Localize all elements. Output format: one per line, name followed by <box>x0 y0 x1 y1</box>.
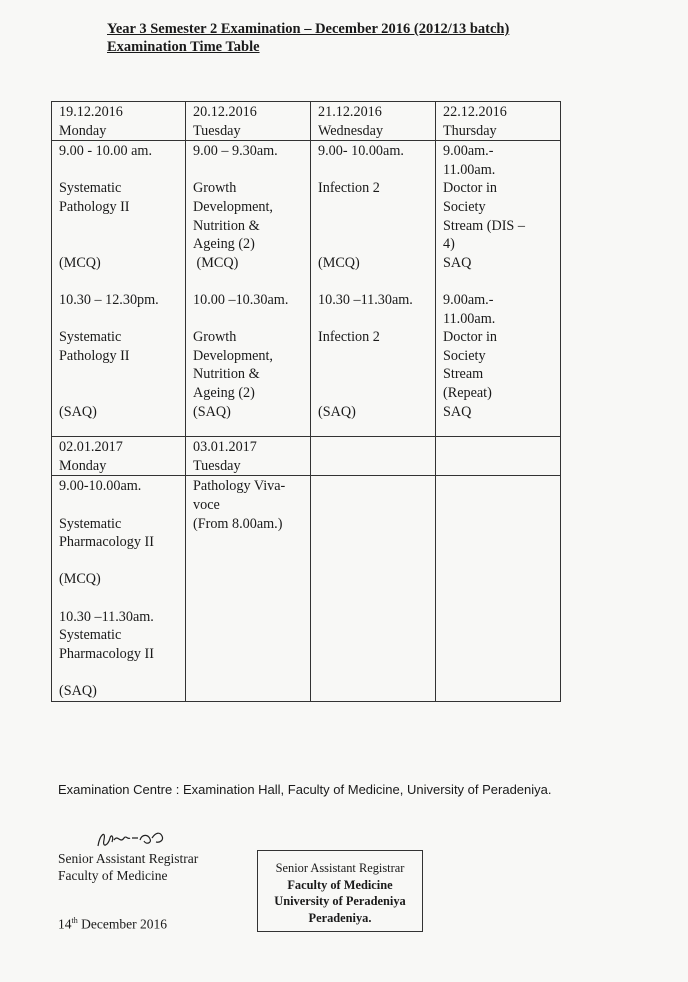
examination-centre: Examination Centre : Examination Hall, Faculty of Medicine, University of Peradeniya. <box>58 782 552 797</box>
day-date: 20.12.2016 <box>193 104 257 120</box>
cell-text: Pharmacology II <box>59 534 154 551</box>
office-stamp <box>257 850 423 932</box>
day-header-empty <box>436 437 561 476</box>
cell-text: 9.00-10.00am. <box>59 478 142 495</box>
signer-title: Senior Assistant Registrar <box>58 851 199 866</box>
cell-spacer <box>59 663 179 682</box>
day-weekday: Thursday <box>443 122 497 139</box>
cell-text: (SAQ) <box>59 403 97 420</box>
cell-text: voce <box>193 496 220 513</box>
cell-spacer <box>318 198 429 217</box>
schedule-cell <box>52 476 186 701</box>
cell-spacer <box>59 272 179 291</box>
cell-spacer <box>59 552 179 571</box>
cell-spacer <box>318 235 429 254</box>
cell-text: Doctor in <box>443 180 497 197</box>
cell-spacer <box>59 235 179 254</box>
cell-spacer <box>59 161 179 180</box>
day-header <box>186 437 311 476</box>
cell-spacer <box>318 384 429 403</box>
day-date: 02.01.2017 <box>59 439 123 456</box>
date-month-year: December 2016 <box>77 916 167 932</box>
cell-spacer <box>193 161 304 180</box>
cell-text: 9.00 – 9.30am. <box>193 143 278 160</box>
cell-text: (MCQ) <box>193 254 239 271</box>
cell-text: (Repeat) <box>443 384 492 401</box>
cell-spacer <box>59 310 179 329</box>
schedule-cell <box>186 141 311 437</box>
cell-text: Development, <box>193 198 273 215</box>
cell-text: 4) <box>443 236 455 253</box>
week1-schedule-row <box>52 141 561 437</box>
cell-text: Stream <box>443 366 484 383</box>
schedule-cell <box>311 476 436 701</box>
cell-text: Nutrition & <box>193 366 260 383</box>
cell-spacer <box>318 272 429 291</box>
stamp-line: Faculty of Medicine <box>287 877 393 892</box>
cell-text: 10.30 – 12.30pm. <box>59 291 159 308</box>
cell-text: Pathology Viva- <box>193 478 286 495</box>
page-title: Year 3 Semester 2 Examination – December 2016 (2012/13 batch) <box>107 21 510 37</box>
cell-text: 9.00 - 10.00 am. <box>59 143 152 160</box>
cell-text: Systematic <box>59 627 122 644</box>
day-weekday: Monday <box>59 457 107 474</box>
cell-text: Ageing (2) <box>193 236 255 253</box>
cell-spacer <box>59 217 179 236</box>
cell-text: (From 8.00am.) <box>193 515 283 532</box>
day-weekday: Tuesday <box>193 122 241 139</box>
cell-spacer <box>193 310 304 329</box>
week1-date-row <box>52 102 561 141</box>
signer-faculty: Faculty of Medicine <box>58 868 168 883</box>
cell-spacer <box>318 217 429 236</box>
cell-text: 10.30 –11.30am. <box>59 608 154 625</box>
day-header <box>186 102 311 141</box>
cell-text: 11.00am. <box>443 310 496 327</box>
cell-spacer <box>318 161 429 180</box>
cell-spacer <box>59 589 179 608</box>
cell-text: (SAQ) <box>318 403 356 420</box>
cell-spacer <box>193 272 304 291</box>
cell-spacer <box>443 272 554 291</box>
cell-text: Growth <box>193 180 237 197</box>
day-date: 22.12.2016 <box>443 104 507 120</box>
week2-date-row <box>52 437 561 476</box>
cell-text: SAQ <box>443 403 472 420</box>
day-header-empty <box>311 437 436 476</box>
cell-spacer <box>318 347 429 366</box>
day-header <box>52 437 186 476</box>
stamp-line: Peradeniya. <box>308 910 372 925</box>
cell-text: Society <box>443 198 486 215</box>
cell-text: (MCQ) <box>59 571 101 588</box>
page-subtitle: Examination Time Table <box>107 39 260 55</box>
cell-text: Systematic <box>59 515 122 532</box>
date-suffix: th <box>71 916 78 925</box>
cell-text: Systematic <box>59 329 122 346</box>
cell-spacer <box>318 310 429 329</box>
cell-text: Pathology II <box>59 198 130 215</box>
schedule-cell <box>186 476 311 701</box>
cell-text: Infection 2 <box>318 180 380 197</box>
cell-text: 9.00am.- <box>443 291 494 308</box>
cell-text: Development, <box>193 347 273 364</box>
cell-text: SAQ <box>443 254 472 271</box>
day-date: 19.12.2016 <box>59 104 123 120</box>
stamp-line: Senior Assistant Registrar <box>275 861 405 875</box>
cell-text: (SAQ) <box>193 403 231 420</box>
cell-text: Society <box>443 347 486 364</box>
schedule-cell <box>436 476 561 701</box>
cell-spacer <box>59 384 179 403</box>
cell-text: Systematic <box>59 180 122 197</box>
cell-text: 9.00am.- <box>443 143 494 160</box>
week2-schedule-row <box>52 476 561 701</box>
day-weekday: Tuesday <box>193 457 241 474</box>
day-weekday: Monday <box>59 122 107 139</box>
cell-spacer <box>59 496 179 515</box>
cell-text: Pathology II <box>59 347 130 364</box>
timetable <box>51 101 561 702</box>
cell-text: Growth <box>193 329 237 346</box>
day-header <box>311 102 436 141</box>
day-date: 03.01.2017 <box>193 439 257 456</box>
day-header <box>52 102 186 141</box>
cell-text: 9.00- 10.00am. <box>318 143 404 160</box>
day-weekday: Wednesday <box>318 122 384 139</box>
cell-spacer <box>318 365 429 384</box>
day-header <box>436 102 561 141</box>
cell-spacer <box>59 365 179 384</box>
signatory <box>58 850 198 884</box>
cell-text: Doctor in <box>443 329 497 346</box>
date-day: 14 <box>58 916 72 932</box>
stamp-line: University of Peradeniya <box>274 894 406 908</box>
cell-text: Stream (DIS – <box>443 217 525 234</box>
schedule-cell <box>52 141 186 437</box>
cell-text: (SAQ) <box>59 682 97 699</box>
day-date: 21.12.2016 <box>318 104 382 120</box>
cell-text: 10.00 –10.30am. <box>193 291 289 308</box>
schedule-cell <box>436 141 561 437</box>
schedule-cell <box>311 141 436 437</box>
issue-date <box>58 916 167 933</box>
cell-text: 11.00am. <box>443 161 496 178</box>
cell-text: (MCQ) <box>318 254 360 271</box>
cell-text: Nutrition & <box>193 217 260 234</box>
cell-text: Ageing (2) <box>193 384 255 401</box>
cell-text: Pharmacology II <box>59 645 154 662</box>
cell-text: 10.30 –11.30am. <box>318 291 413 308</box>
cell-text: Infection 2 <box>318 329 380 346</box>
cell-text: (MCQ) <box>59 254 101 271</box>
